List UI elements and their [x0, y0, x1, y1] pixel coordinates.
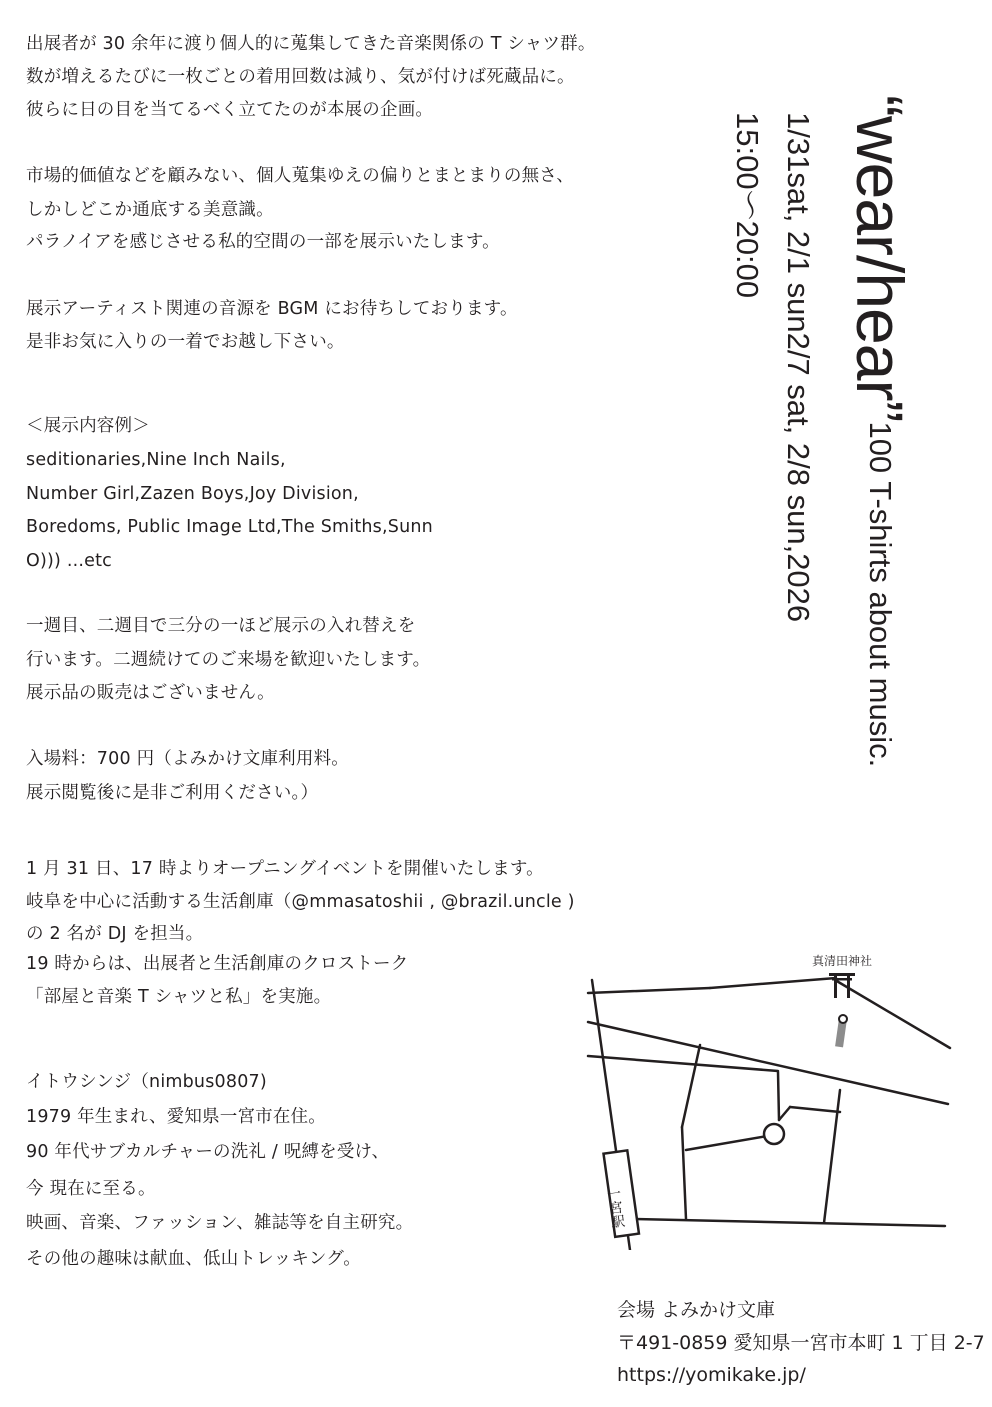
profile-line-5: 映画、音楽、ファッション、雑誌等を自主研究。 — [26, 1213, 414, 1233]
examples-line-4: O))) ...etc — [26, 551, 112, 571]
concept-line-2: しかしどこか通底する美意識。 — [26, 200, 274, 220]
map-road — [779, 1107, 790, 1120]
bgm-line-2: 是非お気に入りの一着でお越し下さい。 — [26, 332, 345, 352]
venue-address: 〒491-0859 愛知県一宮市本町 1 丁目 2-7 — [617, 1332, 985, 1354]
examples-line-3: Boredoms, Public Image Ltd,The Smiths,Sunn — [26, 517, 433, 537]
shrine-approach — [835, 1020, 847, 1048]
rotation-line-1: 一週目、二週目で三分の一ほど展示の入れ替えを — [26, 616, 416, 636]
examples-heading: ＜展示内容例＞ — [26, 416, 150, 436]
concept-line-1: 市場的価値などを顧みない、個人蒐集ゆえの偏りとまとまりの無さ、 — [26, 166, 574, 186]
opening-line-4: 19 時からは、出展者と生活創庫のクロストーク — [26, 954, 409, 974]
title-main: “wear/hear” — [843, 95, 917, 422]
map-road — [682, 1127, 686, 1219]
opening-line-2: 岐阜を中心に活動する生活創庫（@mmasatoshii , @brazil.uncle ) — [26, 892, 575, 912]
map-road — [686, 1135, 773, 1150]
intro-line-3: 彼らに日の目を当てるべく立てたのが本展の企画。 — [26, 100, 434, 120]
map-road — [710, 978, 836, 988]
opening-line-3: の 2 名が DJ を担当。 — [26, 924, 204, 944]
admission-line-1: 入場料：700 円（よみかけ文庫利用料。 — [26, 749, 349, 769]
examples-line-1: seditionaries,Nine Inch Nails, — [26, 450, 286, 470]
map-road — [835, 980, 950, 1048]
map-road — [588, 1022, 948, 1104]
profile-line-1: イトウシンジ（nimbus0807) — [26, 1072, 267, 1092]
profile-line-6: その他の趣味は献血、低山トレッキング。 — [26, 1249, 361, 1269]
venue-marker — [764, 1124, 784, 1144]
map-road — [588, 988, 710, 993]
map-road — [790, 1107, 840, 1112]
map-road — [682, 1045, 700, 1127]
opening-line-5: 「部屋と音楽 T シャツと私」を実施。 — [26, 987, 332, 1007]
venue-name: 会場 よみかけ文庫 — [617, 1299, 776, 1321]
rotation-line-2: 行います。二週続けてのご来場を歓迎いたします。 — [26, 650, 431, 670]
profile-line-3: 90 年代サブカルチャーの洗礼 / 呪縛を受け、 — [26, 1142, 390, 1162]
profile-line-2: 1979 年生まれ、愛知県一宮市在住。 — [26, 1107, 326, 1127]
shrine-marker — [839, 1015, 847, 1023]
event-dates: 1/31sat, 2/1 sun2/7 sat, 2/8 sun,2026 — [781, 112, 816, 623]
access-map — [578, 950, 978, 1250]
examples-line-2: Number Girl,Zazen Boys,Joy Division, — [26, 484, 359, 504]
event-time: 15:00〜20:00 — [730, 112, 765, 299]
title-sub: 100 T-shirts about music. — [863, 421, 898, 768]
map-road — [778, 1072, 779, 1120]
admission-line-2: 展示閲覧後に是非ご利用ください。） — [26, 783, 319, 803]
shrine-label: 真清田神社 — [811, 954, 873, 968]
intro-line-2: 数が増えるたびに一枚ごとの着用回数は減り、気が付けば死蔵品に。 — [26, 67, 575, 87]
bgm-line-1: 展示アーティスト関連の音源を BGM にお待ちしております。 — [26, 299, 518, 319]
station-label: 一宮駅 — [604, 1185, 626, 1230]
rotation-line-3: 展示品の販売はございません。 — [26, 683, 275, 703]
venue-url[interactable]: https://yomikake.jp/ — [617, 1364, 806, 1386]
event-title — [838, 95, 922, 767]
opening-line-1: 1 月 31 日、17 時よりオープニングイベントを開催いたします。 — [26, 859, 544, 879]
map-road — [633, 1219, 945, 1226]
profile-line-4: 今 現在に至る。 — [26, 1179, 156, 1199]
intro-line-1: 出展者が 30 余年に渡り個人的に蒐集してきた音楽関係の T シャツ群。 — [26, 34, 596, 54]
concept-line-3: パラノイアを感じさせる私的空間の一部を展示いたします。 — [26, 232, 500, 252]
